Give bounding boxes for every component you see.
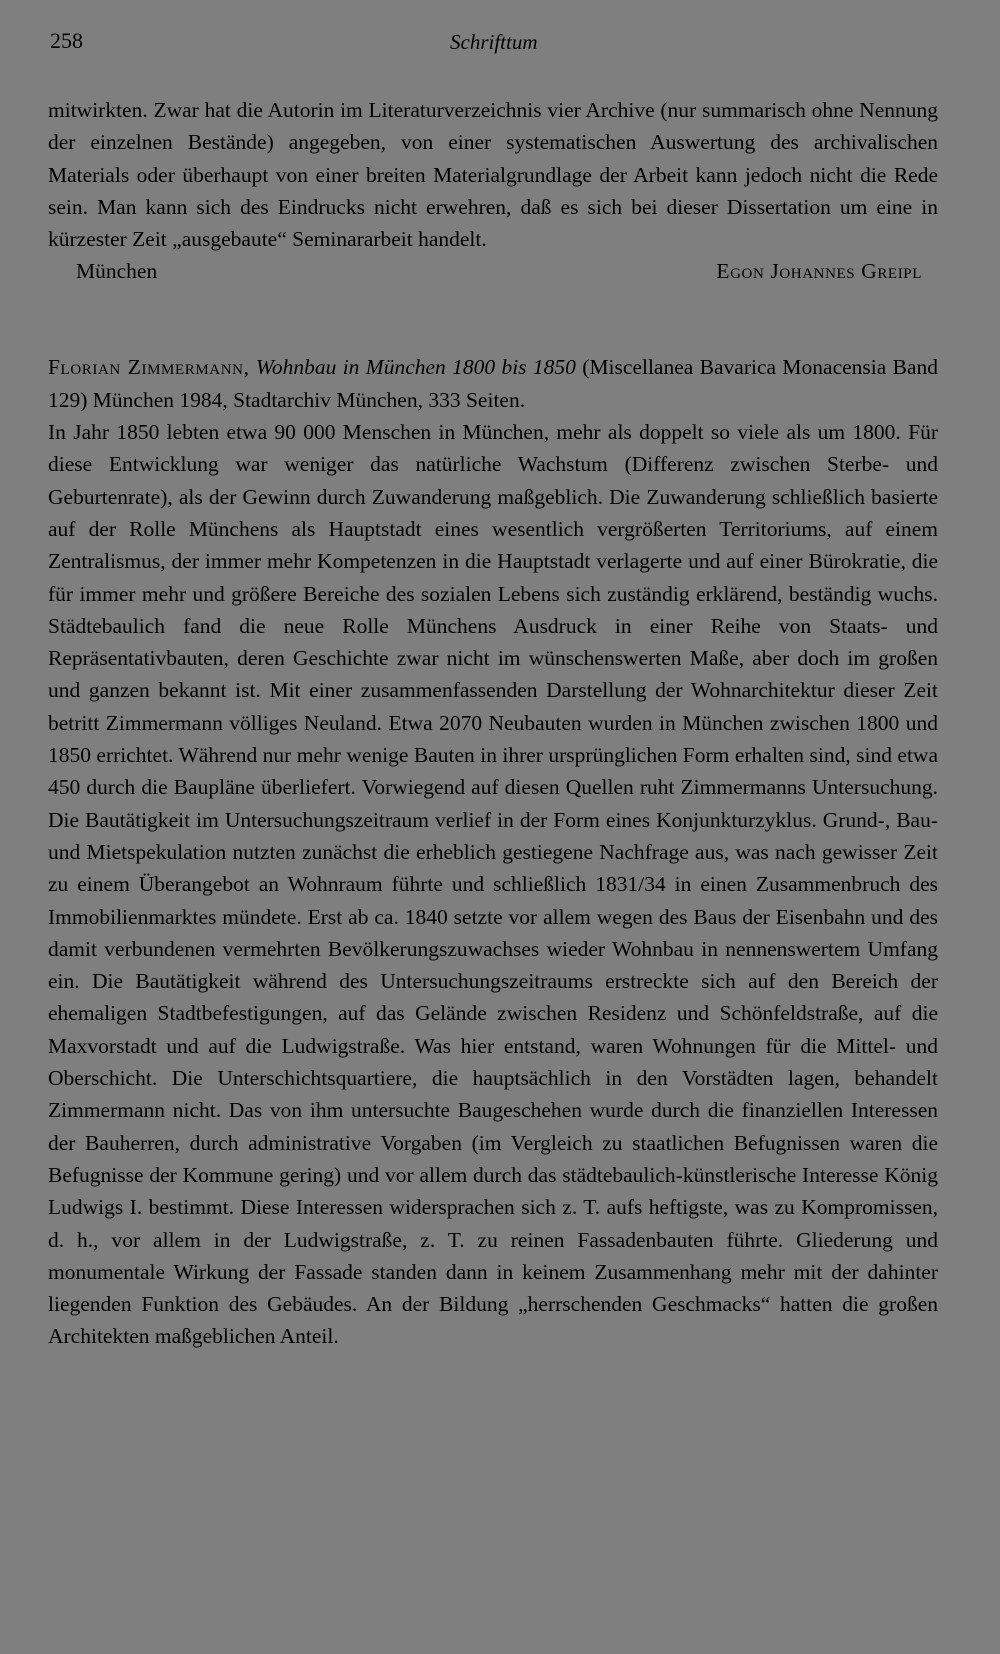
review1-signature (76, 255, 922, 287)
running-title: Schrifttum (450, 30, 538, 54)
review2-details: (Miscellanea Bavarica Monacensia Band 129) München 1984, Stadtarchiv München, 333 Seiten. (48, 355, 939, 412)
page-number: 258 (50, 28, 83, 53)
review1-paragraph: mitwirkten. Zwar hat die Autorin im Literaturverzeichnis vier Archive (nur summarisch ohne Nennung der einzelnen Bestände) angegeben, von einer systematischen Auswertung des archivalischen Materials oder überhaupt von einer breiten Materialgrundlage der Arbeit kann jedoch nicht die Rede sein. Man kann sich des Eindrucks nicht erwehren, daß es sich bei dieser Dissertation um eine in kürzester Zeit „ausgebaute“ Seminararbeit handelt. (48, 98, 938, 252)
review2-author: Florian Zimmermann, (48, 355, 250, 380)
review2-paragraph: In Jahr 1850 lebten etwa 90 000 Menschen in München, mehr als doppelt so viele als um 1800. Für diese Entwicklung war weniger das natürliche Wachstum (Differenz zwischen Sterbe- und Geburtenrate), als der Gewinn durch Zuwanderung maßgeblich. Die Zuwanderung schließlich basierte auf der Rolle Münchens als Hauptstadt eines wesentlich vergrößerten Territoriums, auf einem Zentralismus, der immer mehr Kompetenzen in die Hauptstadt verlagerte und auf einer Bürokratie, die für immer mehr und größere Bereiche des sozialen Lebens sich zuständig erklärend, beständig wuchs. Städtebaulich fand die neue Rolle Münchens Ausdruck in einer Reihe von Staats- und Repräsentativbauten, deren Geschichte zwar nicht im wünschenswerten Maße, aber doch im großen und ganzen bekannt ist. Mit einer zusammenfassenden Darstellung der Wohnarchitektur dieser Zeit betritt Zimmermann völliges Neuland. Etwa 2070 Neubauten wurden in München zwischen 1800 und 1850 errichtet. Während nur mehr wenige Bauten in ihrer ursprünglichen Form erhalten sind, sind etwa 450 durch die Baupläne überliefert. Vorwiegend auf diesen Quellen ruht Zimmermanns Untersuchung. Die Bautätigkeit im Untersuchungszeitraum verlief in der Form eines Konjunkturzyklus. Grund-, Bau- und Mietspekulation nutzten zunächst die erheblich gestiegene Nachfrage aus, was nach gewisser Zeit zu einem Überangebot an Wohnraum führte und schließlich 1831/34 in einen Zusammenbruch des Immobilienmarktes mündete. Erst ab ca. 1840 setzte vor allem wegen des Baus der Eisenbahn und des damit verbundenen vermehrten Bevölkerungszuwachses wieder Wohnbau in nennenswertem Umfang ein. Die Bautätigkeit während des Untersuchungszeitraums erstreckte sich auf den Bereich der ehemaligen Stadtbefestigungen, auf das Gelände zwischen Residenz und Schönfeldstraße, auf die Maxvorstadt und auf die Ludwigstraße. Was hier entstand, waren Wohnungen für die Mittel- und Oberschicht. Die Unterschichtsquartiere, die hauptsächlich in den Vorstädten lagen, behandelt Zimmermann nicht. Das von ihm untersuchte Baugeschehen wurde durch die finanziellen Interessen der Bauherren, durch administrative Vorgaben (im Vergleich zu staatlichen Befugnissen waren die Befugnisse der Kommune gering) und vor allem durch das städtebaulich-künstlerische Interesse König Ludwigs I. bestimmt. Diese Interessen widersprachen sich z. T. aufs heftigste, was zu Kompromissen, d. h., vor allem in der Ludwigstraße, z. T. zu reinen Fassadenbauten führte. Gliederung und monumentale Wirkung der Fassade standen dann in keinem Zusammenhang mehr mit der dahinter liegenden Funktion des Gebäudes. An der Bildung „herrschenden Geschmacks“ hatten die großen Architekten maßgeblichen Anteil. (48, 420, 938, 1349)
page-header (50, 28, 940, 58)
review2-bibliographic-entry (48, 351, 938, 416)
section-gap (48, 287, 938, 351)
text-block (48, 94, 938, 1353)
review1-reviewer: Egon Johannes Greipl (716, 259, 922, 284)
review2-title: Wohnbau in München 1800 bis 1850 (255, 355, 576, 380)
review1-place: München (76, 259, 158, 284)
